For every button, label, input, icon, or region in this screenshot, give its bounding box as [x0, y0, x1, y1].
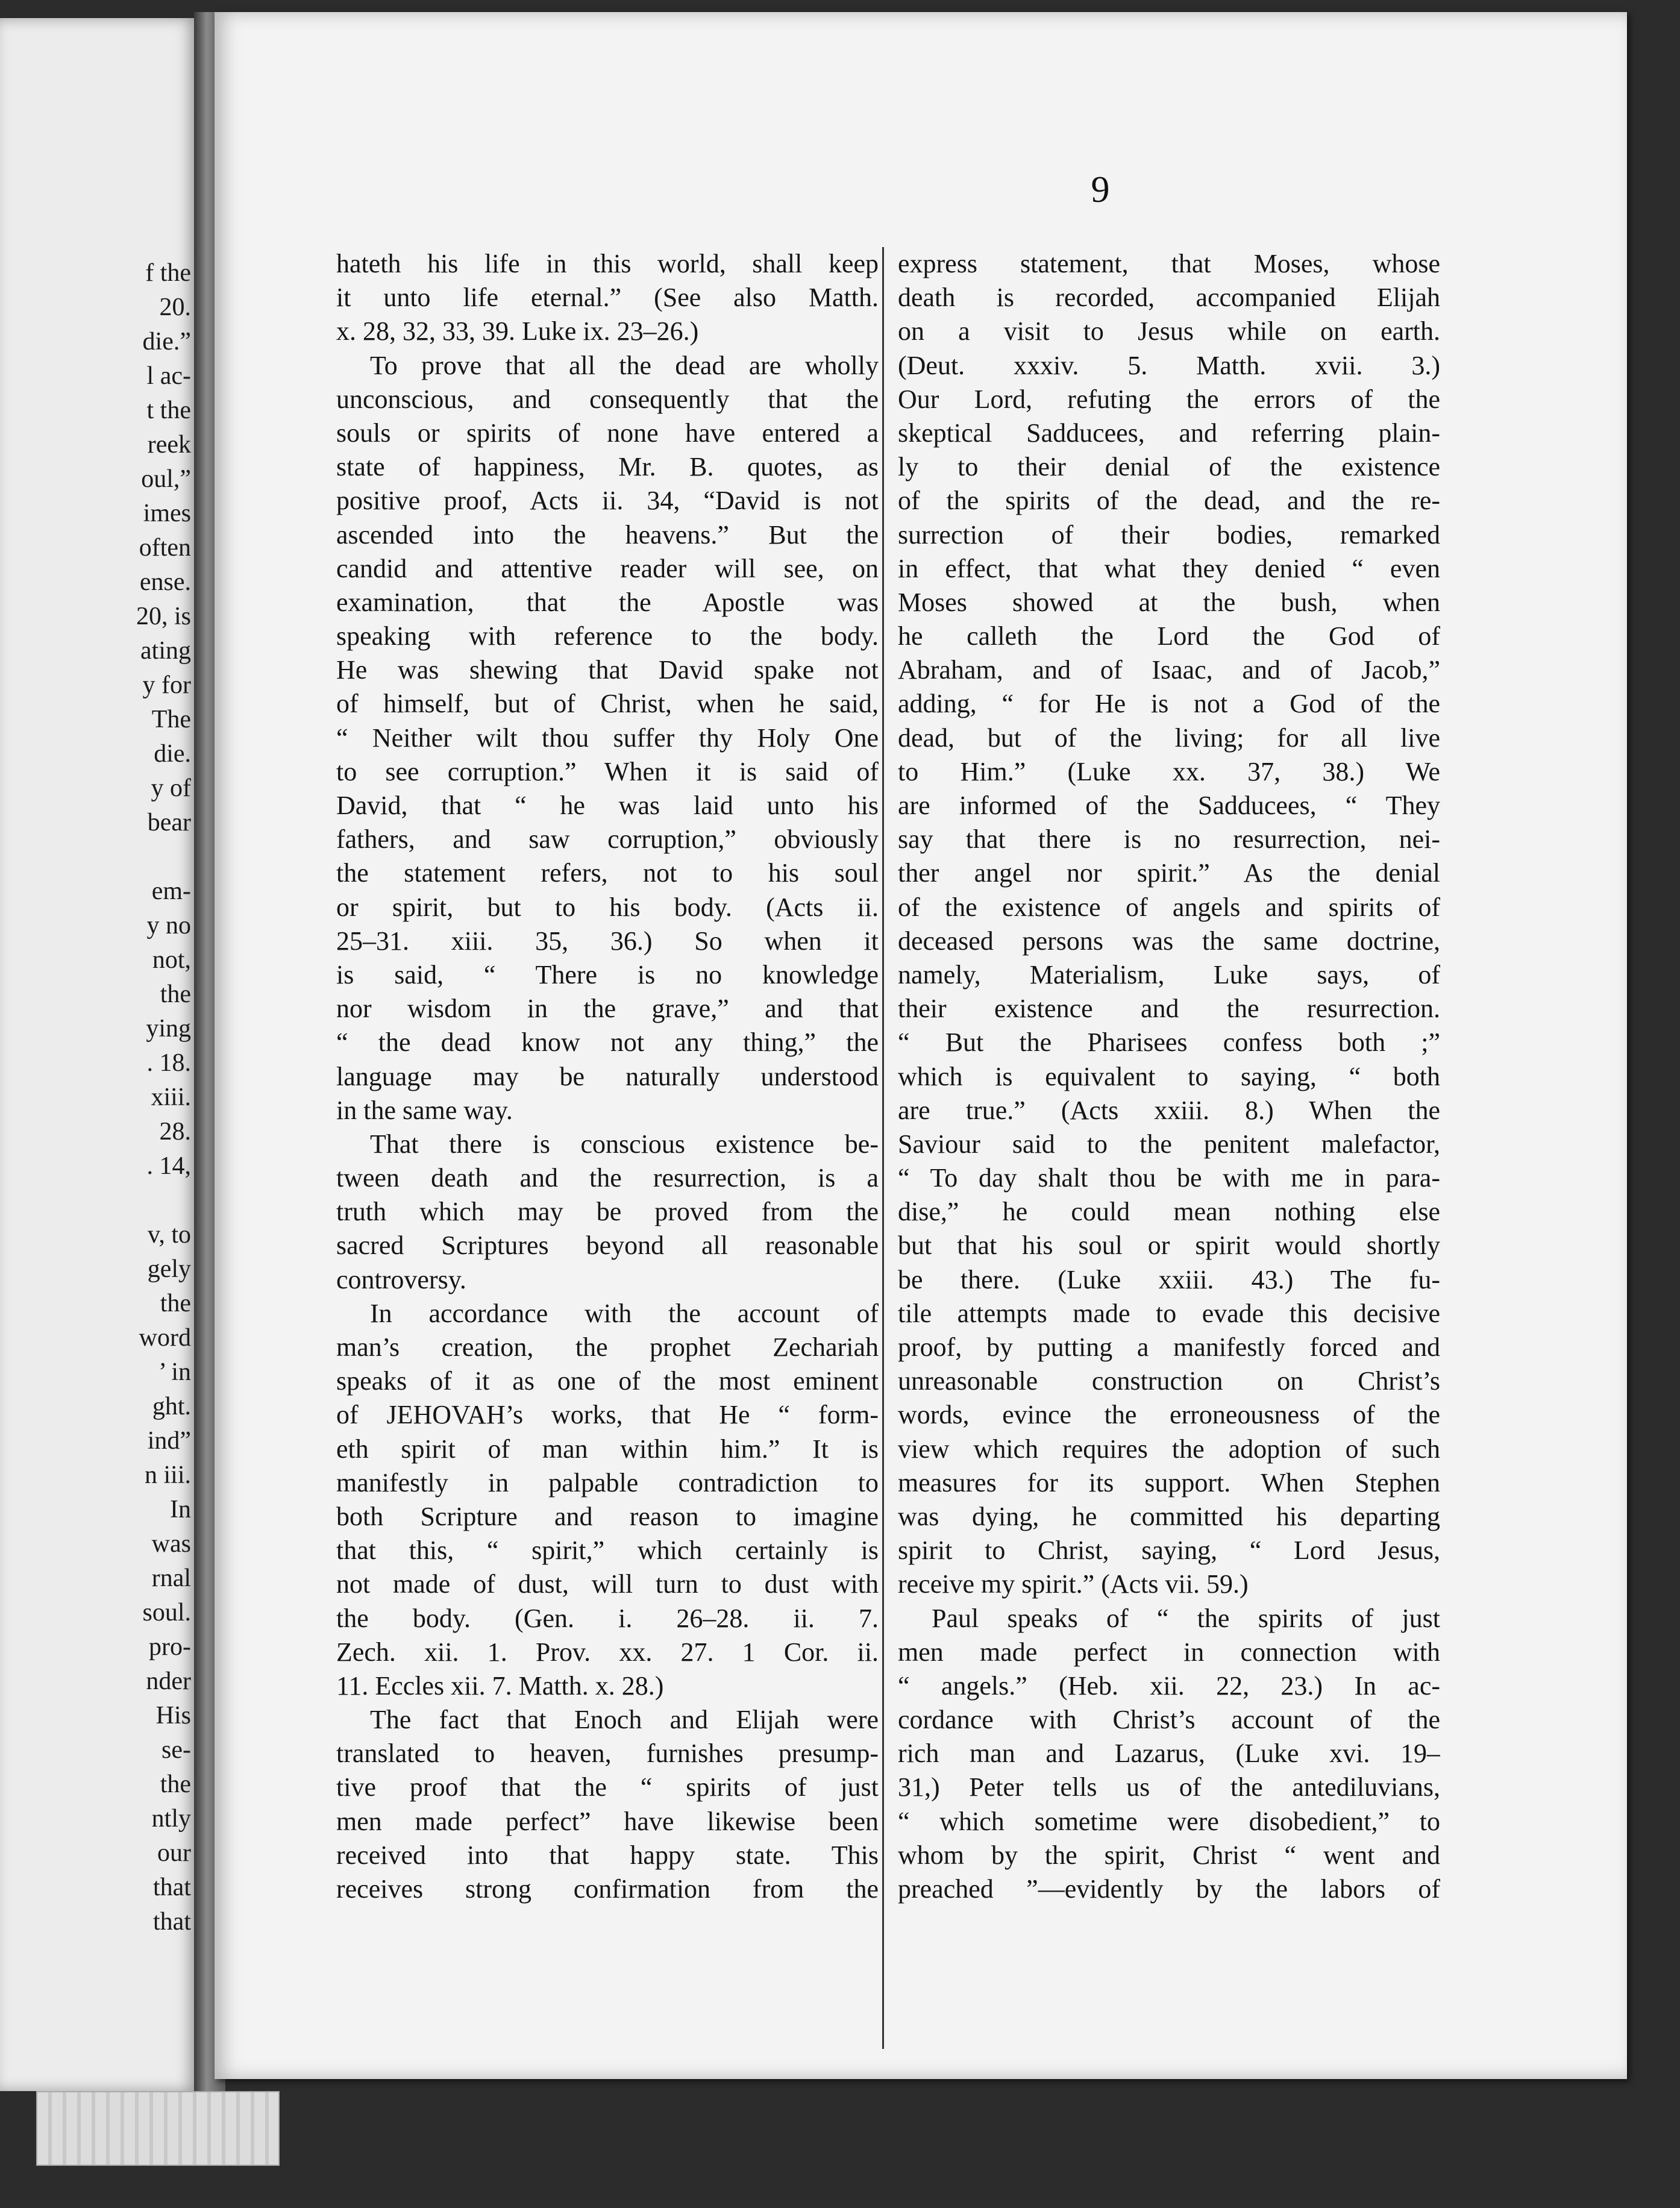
fragment-line: 28. — [159, 1118, 191, 1146]
text-line: surrection of their bodies, remarked — [898, 519, 1440, 550]
text-line: be there. (Luke xxiii. 43.) The fu- — [898, 1264, 1440, 1294]
text-line: skeptical Sadducees, and referring plain- — [898, 418, 1440, 448]
text-line: in the same way. — [336, 1095, 513, 1125]
fragment-line: gely — [147, 1255, 191, 1283]
text-line: on a visit to Jesus while on earth. — [898, 316, 1440, 347]
text-line: was dying, he committed his departing — [898, 1501, 1440, 1531]
text-line: “ To day shalt thou be with me in para- — [898, 1163, 1440, 1193]
fragment-line: was — [151, 1530, 191, 1558]
text-line: express statement, that Moses, whose — [898, 249, 1440, 278]
text-line: souls or spirits of none have entered a — [336, 418, 879, 448]
text-line: tile attempts made to evade this decisive — [898, 1298, 1440, 1328]
fragment-line: often — [139, 534, 191, 562]
text-line: not made of dust, will turn to dust with — [336, 1569, 879, 1599]
text-line: are informed of the Sadducees, “ They — [898, 791, 1440, 820]
text-line: Abraham, and of Isaac, and of Jacob,” — [898, 655, 1440, 685]
text-line: ly to their denial of the existence — [898, 452, 1440, 482]
text-line: positive proof, Acts ii. 34, “David is not — [336, 486, 879, 516]
fragment-line: reek — [147, 431, 191, 459]
fragment-line: y of — [151, 774, 191, 802]
text-line: preached ”—evidently by the labors of — [898, 1874, 1440, 1904]
text-line: are true.” (Acts xxiii. 8.) When the — [898, 1095, 1440, 1125]
text-line: “ But the Pharisees confess both ;” — [898, 1027, 1440, 1058]
fragment-line: nder — [146, 1667, 191, 1695]
fragment-line: bear — [147, 809, 191, 836]
text-line: controversy. — [336, 1264, 466, 1294]
text-line: view which requires the adoption of such — [898, 1434, 1440, 1464]
fragment-line: ’ in — [158, 1358, 191, 1386]
text-line: the statement refers, not to his soul — [336, 858, 879, 888]
text-line: man’s creation, the prophet Zechariah — [336, 1332, 879, 1362]
fragment-line — [87, 1184, 196, 1218]
text-line: ascended into the heavens.” But the — [336, 519, 879, 550]
text-line: hateth his life in this world, shall keep — [336, 249, 879, 278]
fragment-line: . 18. — [146, 1049, 191, 1077]
text-line: Saviour said to the penitent malefactor, — [898, 1129, 1440, 1159]
text-line: David, that “ he was laid unto his — [336, 791, 879, 820]
fragment-line: die.” — [142, 328, 191, 356]
text-line: adding, “ for He is not a God of the — [898, 689, 1440, 719]
fragment-line: ntly — [151, 1805, 191, 1833]
fragment-line: n iii. — [144, 1461, 191, 1489]
text-line: “ angels.” (Heb. xii. 22, 23.) In ac- — [898, 1670, 1440, 1701]
text-line: “ the dead know not any thing,” the — [336, 1027, 879, 1058]
text-line: men made perfect in connection with — [898, 1637, 1440, 1667]
text-line: Our Lord, refuting the errors of the — [898, 384, 1440, 414]
fragment-line: His — [155, 1702, 191, 1730]
text-line: The fact that Enoch and Elijah were — [370, 1705, 879, 1735]
text-line: eth spirit of man within him.” It is — [336, 1434, 879, 1464]
fragment-line: oul,” — [141, 465, 191, 493]
text-line: manifestly in palpable contradiction to — [336, 1467, 879, 1498]
text-line: sacred Scriptures beyond all reasonable — [336, 1231, 879, 1261]
text-line: is said, “ There is no knowledge — [336, 959, 879, 990]
fragment-line: xiii. — [151, 1084, 191, 1111]
text-line: dise,” he could mean nothing else — [898, 1197, 1440, 1227]
text-line: received into that happy state. This — [336, 1840, 879, 1870]
text-line: 31,) Peter tells us of the antediluvians, — [898, 1772, 1440, 1802]
fragment-line: ind” — [147, 1427, 191, 1455]
fragment-line: 20, is — [136, 603, 191, 630]
fragment-line: ght. — [152, 1393, 191, 1420]
fragment-line: In — [170, 1496, 191, 1523]
text-line: or spirit, but to his body. (Acts ii. — [336, 892, 879, 922]
text-line: their existence and the resurrection. — [898, 994, 1440, 1024]
fragment-line: word — [139, 1324, 191, 1352]
fragment-line: ying — [146, 1015, 191, 1043]
text-line: in effect, that what they denied “ even — [898, 553, 1440, 583]
text-line: To prove that all the dead are wholly — [370, 350, 879, 380]
text-line: it unto life eternal.” (See also Matth. — [336, 283, 879, 313]
text-line: speaking with reference to the body. — [336, 621, 879, 651]
text-line: 25–31. xiii. 35, 36.) So when it — [336, 926, 879, 956]
text-line: measures for its support. When Stephen — [898, 1467, 1440, 1498]
text-line: death is recorded, accompanied Elijah — [898, 283, 1440, 313]
fragment-line: pro- — [149, 1633, 191, 1661]
text-line: receives strong confirmation from the — [336, 1874, 879, 1904]
text-line: That there is conscious existence be- — [370, 1129, 879, 1159]
text-line: fathers, and saw corruption,” obviously — [336, 824, 879, 855]
fragment-line: 20. — [159, 293, 191, 321]
text-line: truth which may be proved from the — [336, 1197, 879, 1227]
text-line: nor wisdom in the grave,” and that — [336, 994, 879, 1024]
text-line: to Him.” (Luke xx. 37, 38.) We — [898, 756, 1440, 786]
text-line: “ which sometime were disobedient,” to — [898, 1806, 1440, 1836]
text-line: translated to heaven, furnishes presump- — [336, 1739, 879, 1769]
fragment-line: the — [160, 1290, 191, 1317]
text-line: dead, but of the living; for all live — [898, 723, 1440, 753]
fragment-line: l ac- — [146, 362, 191, 390]
text-line: of the existence of angels and spirits of — [898, 892, 1440, 922]
text-line: spirit to Christ, saying, “ Lord Jesus, — [898, 1535, 1440, 1566]
text-line: of the spirits of the dead, and the re- — [898, 486, 1440, 516]
text-line: x. 28, 32, 33, 39. Luke ix. 23–26.) — [336, 316, 699, 347]
fragment-line — [87, 840, 196, 874]
fragment-line: y for — [142, 671, 191, 699]
text-line: Moses showed at the bush, when — [898, 587, 1440, 617]
text-line: to see corruption.” When it is said of — [336, 756, 879, 786]
text-line: both Scripture and reason to imagine — [336, 1501, 879, 1531]
text-line: but that his soul or spirit would shortly — [898, 1231, 1440, 1261]
fragment-line: f the — [145, 259, 191, 287]
fragment-line: the — [160, 980, 191, 1008]
text-line: the body. (Gen. i. 26–28. ii. 7. — [336, 1603, 879, 1633]
text-line: Zech. xii. 1. Prov. xx. 27. 1 Cor. ii. — [336, 1637, 879, 1667]
text-line: say that there is no resurrection, nei- — [898, 824, 1440, 855]
fragment-line: y no — [146, 912, 191, 939]
text-line: words, evince the erroneousness of the — [898, 1400, 1440, 1430]
fragment-line: soul. — [142, 1599, 191, 1626]
text-line: tween death and the resurrection, is a — [336, 1163, 879, 1193]
text-line: unreasonable construction on Christ’s — [898, 1366, 1440, 1396]
fragment-line: ating — [140, 637, 191, 665]
fragment-line: se- — [161, 1736, 191, 1764]
text-column-right — [898, 247, 1440, 1906]
page-number: 9 — [1091, 169, 1110, 210]
text-line: proof, by putting a manifestly forced and — [898, 1332, 1440, 1362]
fragment-line: The — [151, 706, 191, 733]
text-line: speaks of it as one of the most eminent — [336, 1366, 879, 1396]
text-line: state of happiness, Mr. B. quotes, as — [336, 452, 879, 482]
text-line: namely, Materialism, Luke says, of — [898, 959, 1440, 990]
text-line: whom by the spirit, Christ “ went and — [898, 1840, 1440, 1870]
text-line: In accordance with the account of — [370, 1298, 879, 1328]
column-divider — [882, 247, 884, 2049]
text-line: language may be naturally understood — [336, 1061, 879, 1091]
fragment-line: v, to — [148, 1221, 191, 1249]
fragment-line: die. — [154, 740, 191, 768]
text-line: (Deut. xxxiv. 5. Matth. xvii. 3.) — [898, 350, 1440, 380]
fragment-line: that — [153, 1874, 191, 1901]
text-column-left — [336, 247, 879, 1906]
previous-page-text-fragment — [87, 256, 196, 1939]
text-line: examination, that the Apostle was — [336, 587, 879, 617]
text-line: of JEHOVAH’s works, that He “ form- — [336, 1400, 879, 1430]
fragment-line: imes — [143, 500, 191, 527]
text-line: tive proof that the “ spirits of just — [336, 1772, 879, 1802]
fragment-line: . 14, — [146, 1152, 191, 1180]
fragment-line: ense. — [139, 568, 191, 596]
fragment-line: our — [157, 1839, 191, 1867]
text-line: unconscious, and consequently that the — [336, 384, 879, 414]
text-line: ther angel nor spirit.” As the denial — [898, 858, 1440, 888]
binding-tape — [36, 2091, 280, 2166]
fragment-line: em- — [151, 877, 191, 905]
text-line: candid and attentive reader will see, on — [336, 553, 879, 583]
fragment-line: rnal — [151, 1564, 191, 1592]
fragment-line: the — [160, 1770, 191, 1798]
text-line: “ Neither wilt thou suffer thy Holy One — [336, 723, 879, 753]
text-line: cordance with Christ’s account of the — [898, 1705, 1440, 1735]
text-line: which is equivalent to saying, “ both — [898, 1061, 1440, 1091]
previous-page-edge — [0, 18, 196, 2091]
text-line: he calleth the Lord the God of — [898, 621, 1440, 651]
text-line: deceased persons was the same doctrine, — [898, 926, 1440, 956]
fragment-line: not, — [152, 946, 191, 974]
text-line: that this, “ spirit,” which certainly is — [336, 1535, 879, 1566]
fragment-line: t the — [146, 397, 191, 424]
text-line: rich man and Lazarus, (Luke xvi. 19– — [898, 1739, 1440, 1769]
text-line: He was shewing that David spake not — [336, 655, 879, 685]
text-line: 11. Eccles xii. 7. Matth. x. 28.) — [336, 1670, 664, 1701]
text-line: of himself, but of Christ, when he said, — [336, 689, 879, 719]
text-line: Paul speaks of “ the spirits of just — [932, 1603, 1440, 1633]
fragment-line: that — [153, 1908, 191, 1936]
text-line: receive my spirit.” (Acts vii. 59.) — [898, 1569, 1249, 1599]
text-line: men made perfect” have likewise been — [336, 1806, 879, 1836]
